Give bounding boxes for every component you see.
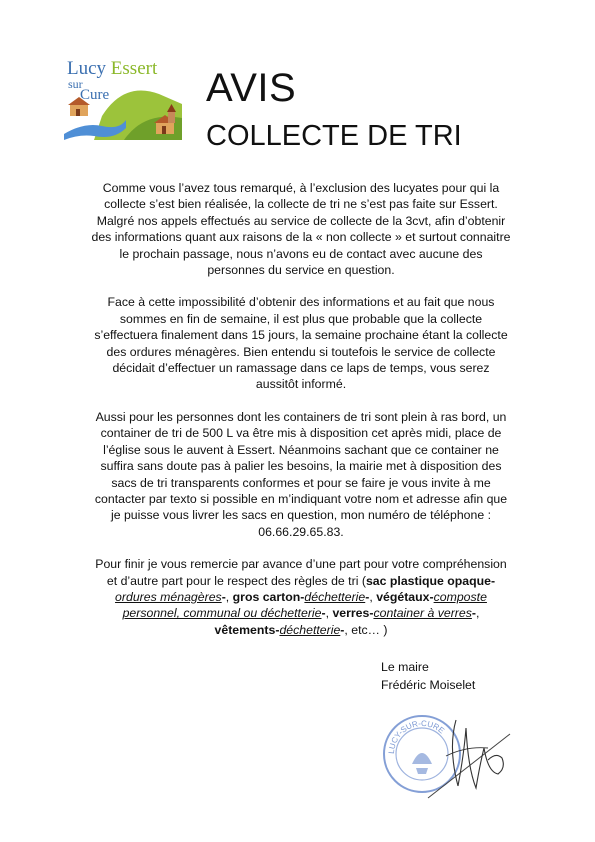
- text-line: Aussi pour les personnes dont les containers de tri sont plein à ras bord, un: [95, 409, 507, 424]
- separator: ,: [476, 606, 480, 621]
- sorting-destination: déchetterie: [304, 589, 366, 604]
- text-line: décidait d’effectuer un ramassage dans ce laps de temps, vous serez: [112, 361, 490, 376]
- logo-word-essert: Essert: [110, 58, 158, 79]
- separator: ,: [369, 589, 377, 604]
- separator: ,: [225, 589, 233, 604]
- municipality-logo: [64, 56, 182, 140]
- text-line: je puisse vous livrer les sacs en question, mon numéro de téléphone :: [110, 508, 492, 523]
- page-title: AVIS: [206, 66, 297, 110]
- text-line: et d’autre part pour le respect des règles de tri (: [106, 573, 366, 588]
- text-line: ): [379, 622, 388, 637]
- text-line: contacter par texto si possible en m’indiquant votre nom et adresse afin que: [94, 491, 508, 506]
- paragraph-2: [56, 294, 546, 392]
- text-line: des ordures ménagères. Bien entendu si toutefois le service de collecte: [106, 344, 496, 359]
- sorting-destination: déchetterie: [279, 622, 341, 637]
- logo-word-cure: Cure: [80, 87, 110, 103]
- text-line: aussitôt informé.: [255, 377, 347, 392]
- handwritten-signature-icon: [418, 708, 518, 803]
- text-line: , etc…: [344, 622, 380, 637]
- separator: -: [471, 606, 477, 621]
- sorting-rule-green-waste: végétaux-: [376, 589, 434, 604]
- signatory-role: Le maire: [381, 660, 429, 674]
- text-line: Comme vous l’avez tous remarqué, à l’exclusion des lucyates pour qui la: [102, 181, 500, 195]
- text-line: l’église sous le auvent à Essert. Néanmoins sachant que ce container ne: [103, 442, 499, 457]
- text-line: le prochain passage, nous n’avons eu de contact avec aucune des: [119, 246, 483, 261]
- document-heading: [206, 66, 462, 153]
- phone-number: 06.66.29.65.83.: [258, 524, 344, 539]
- separator: ,: [325, 606, 333, 621]
- sorting-destination: composte: [433, 589, 487, 604]
- text-line: collecte s’est bien réalisée, la collecte de tri ne s’est pas faite sur Essert.: [104, 197, 498, 212]
- sorting-rule-plastic-bag: sac plastique opaque-: [365, 573, 496, 588]
- text-line: Face à cette impossibilité d’obtenir des informations et au fait que nous: [107, 295, 495, 310]
- logo-word-lucy: Lucy: [67, 58, 107, 79]
- sorting-rule-clothes: vêtements-: [214, 622, 280, 637]
- separator: -: [221, 589, 226, 604]
- sorting-destination: ordures ménagères: [115, 589, 222, 604]
- text-line: sommes en fin de semaine, il est plus que probable que la collecte: [119, 311, 483, 326]
- separator: -: [321, 606, 326, 621]
- separator: -: [365, 589, 370, 604]
- logo-title: [67, 59, 157, 78]
- paragraph-4: [56, 556, 546, 638]
- notice-body: [56, 180, 546, 654]
- sorting-rule-cardboard: gros carton-: [232, 589, 305, 604]
- separator: -: [340, 622, 345, 637]
- text-line: personnes du service en question.: [207, 263, 395, 278]
- signature-block: [381, 658, 475, 694]
- text-line: sacs de tri transparents conformes et pour se faire je vous invite à me: [111, 475, 491, 490]
- stamp-text: LUCY-SUR-CURE: [386, 718, 447, 755]
- signatory-name: Frédéric Moiselet: [381, 678, 476, 692]
- paragraph-3: [56, 409, 546, 540]
- text-line: suffira sans doute pas à palier les besoins, la mairie met à disposition des: [100, 459, 502, 474]
- sorting-rule-glass: verres-: [332, 606, 374, 621]
- text-line: Pour finir je vous remercie par avance d’une part pour votre compréhension: [95, 557, 507, 572]
- text-line: s’effectuera finalement dans 15 jours, la semaine prochaine étant la collecte: [94, 328, 508, 343]
- text-line: container de tri de 500 L va être mis à disposition cet après midi, place de: [100, 426, 502, 441]
- paragraph-1: [56, 180, 546, 278]
- text-line: des informations quant aux raisons de la « non collecte » et surtout connaitre: [91, 230, 511, 245]
- page-subtitle: COLLECTE DE TRI: [206, 120, 462, 152]
- text-line: Malgré nos appels effectués au service de collecte de la 3cvt, afin d’obtenir: [96, 213, 506, 228]
- sorting-destination: container à verres: [373, 606, 472, 621]
- sorting-destination: personnel, communal ou déchetterie: [122, 606, 322, 621]
- logo-subtitle: [68, 79, 109, 101]
- logo-word-sur: sur: [68, 77, 83, 91]
